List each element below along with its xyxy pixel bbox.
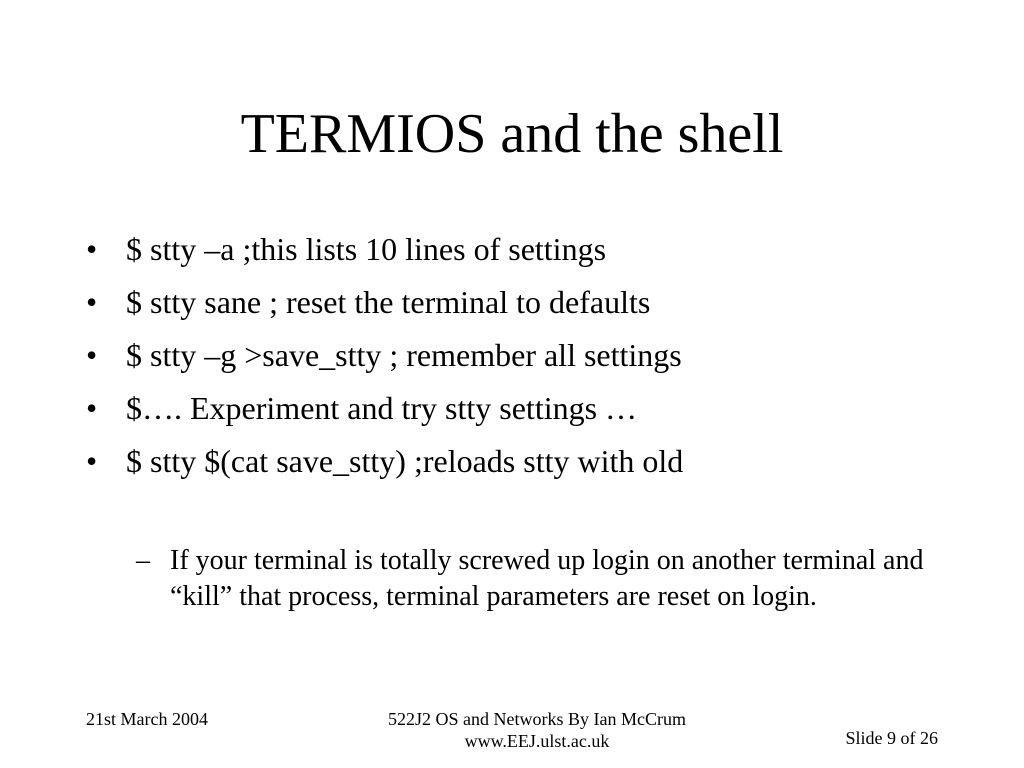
list-item [86, 441, 986, 494]
bullet-list [86, 229, 986, 494]
list-item [86, 282, 986, 335]
bullet-text: $…. Experiment and try stty settings … [126, 390, 638, 426]
bullet-text: $ stty –a ;this lists 10 lines of settings [126, 231, 607, 267]
sub-bullet-marker: – [136, 545, 150, 576]
footer-course [312, 708, 762, 752]
footer-date: 21st March 2004 [86, 709, 208, 729]
bullet-marker: • [86, 231, 98, 267]
list-item [86, 335, 986, 388]
bullet-text: $ stty $(cat save_stty) ;reloads stty with old [126, 443, 684, 479]
bullet-marker: • [86, 443, 98, 479]
bullet-text: $ stty –g >save_stty ; remember all settings [126, 337, 682, 373]
bullet-text: $ stty sane ; reset the terminal to defaults [126, 284, 651, 320]
footer-course-title: 522J2 OS and Networks By Ian McCrum [388, 709, 686, 729]
slide-title: TERMIOS and the shell [240, 103, 784, 165]
bullet-marker: • [86, 390, 98, 426]
bullet-marker: • [86, 284, 98, 320]
slide-number: Slide 9 of 26 [845, 728, 938, 748]
list-item [86, 229, 986, 282]
bullet-marker: • [86, 337, 98, 373]
footer-website: www.EEJ.ulst.ac.uk [464, 731, 610, 751]
list-item [86, 388, 986, 441]
sub-bullet-text: If your terminal is totally screwed up login on another terminal and “kill” that process, terminal parameters are reset on login. [170, 545, 924, 612]
